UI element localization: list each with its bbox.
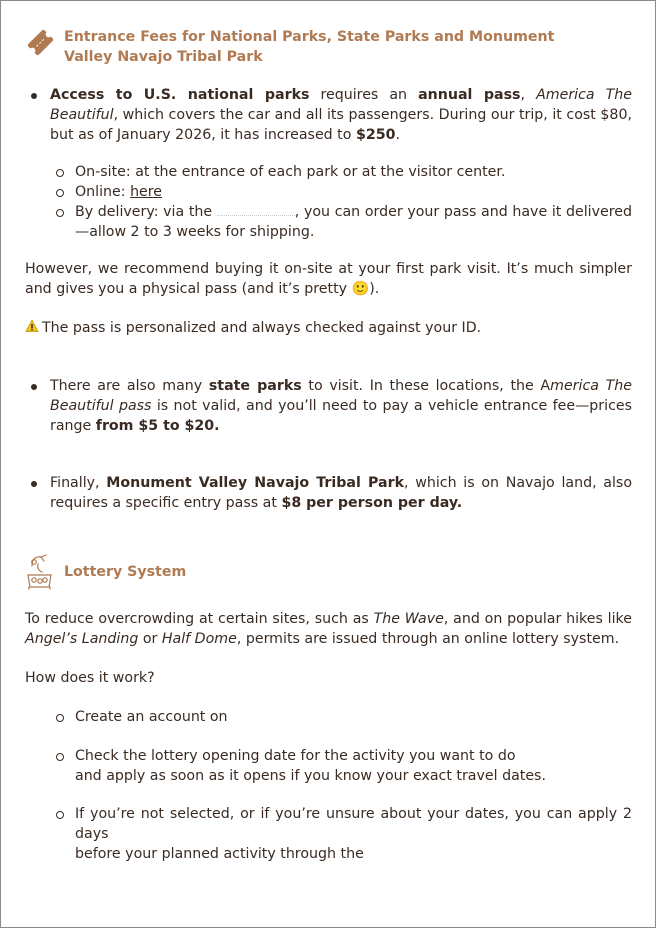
warning-icon <box>25 319 39 333</box>
text-run: or <box>138 631 162 647</box>
national-parks-bold: Access to U.S. national parks <box>50 87 310 103</box>
option-delivery-text: By delivery: via the <box>75 204 217 220</box>
warning-text: The pass is personalized and always checked against your ID. <box>42 320 482 336</box>
text-run: requires an <box>309 87 419 103</box>
text-run: ). <box>369 281 380 297</box>
online-here-link[interactable]: here <box>130 184 163 200</box>
option-onsite-text: On-site: at the entrance of each park or at the visitor center. <box>75 164 506 180</box>
national-parks-list <box>50 85 632 145</box>
monument-valley-list <box>50 473 632 513</box>
text-run: Finally, <box>50 475 107 491</box>
text-run: , permits are issued through an online lottery system. <box>236 631 620 647</box>
step-2-text-2: and apply as soon as it opens if you know your exact travel dates. <box>75 768 546 784</box>
delivery-store-link[interactable] <box>217 202 295 216</box>
state-price-range: from $5 to $20. <box>95 418 220 434</box>
state-parks-bold: state parks <box>208 378 302 394</box>
purchase-options-list <box>75 162 632 242</box>
fees-section-title <box>64 27 554 67</box>
recommendation-paragraph <box>25 259 632 299</box>
option-onsite <box>75 162 632 182</box>
step-3-text-2: before your planned activity through the <box>75 846 364 862</box>
lottery-steps-list-3 <box>75 804 632 864</box>
option-delivery <box>75 202 632 242</box>
step-daily-lottery <box>75 804 632 864</box>
monument-price: $8 per person per day. <box>281 495 463 511</box>
recreation-gov-link[interactable] <box>232 707 322 721</box>
text-run: , which covers the car and all its passengers. During our trip, it cost $80, but as of January 2026, it has increased to <box>50 107 632 143</box>
text-run: There are also many <box>50 378 209 394</box>
lottery-section-title: Lottery System <box>64 563 187 580</box>
step-3-text: If you’re not selected, or if you’re unsure about your dates, you can apply 2 days <box>75 806 632 842</box>
text-run: is not valid, and you’ll need to pay a vehicle entrance fee—prices range <box>50 398 632 434</box>
half-dome-italic: Half Dome <box>161 631 237 647</box>
step-2-text: Check the lottery opening date for the activity you want to do <box>75 748 516 764</box>
option-delivery-text-2: , you can order your pass and have it delivered—allow 2 to 3 weeks for shipping. <box>75 204 632 240</box>
step-check-date <box>75 746 632 786</box>
option-online <box>75 182 632 202</box>
monument-valley-bold: Monument Valley Navajo Tribal Park <box>106 475 405 491</box>
text-run: , <box>520 87 537 103</box>
state-parks-item <box>50 376 632 436</box>
lottery-intro-paragraph <box>25 609 632 649</box>
national-parks-item <box>50 85 632 145</box>
text-run: to visit. In these locations, the A <box>301 378 551 394</box>
step-1-text: Create an account on <box>75 709 233 725</box>
text-run: , which is on Navajo land, also requires a specific entry pass at <box>50 475 632 511</box>
america-beautiful-italic: America The Beautiful <box>50 87 633 123</box>
how-it-works-heading: How does it work? <box>25 670 155 686</box>
annual-pass-bold: annual pass <box>418 87 521 103</box>
price-250: $250 <box>355 127 396 143</box>
angels-landing-italic: Angel’s Landing <box>25 631 139 647</box>
state-parks-list <box>50 376 632 436</box>
step-create-account <box>75 707 632 727</box>
fees-title-line-2: Valley Navajo Tribal Park <box>64 49 263 65</box>
text-run: However, we recommend buying it on-site at your first park visit. It’s much simpler and gives you a physical pass (and it’s pretty <box>25 261 632 297</box>
text-run: To reduce overcrowding at certain sites, such as <box>25 611 374 627</box>
lottery-section-header <box>25 553 186 590</box>
warning-line <box>25 318 632 338</box>
lottery-steps-list-2 <box>75 746 632 786</box>
lottery-drum-icon <box>25 553 56 590</box>
monument-valley-item <box>50 473 632 513</box>
fees-section-header <box>25 27 554 67</box>
text-run: . <box>395 127 400 143</box>
lottery-steps-list <box>75 707 632 727</box>
the-wave-italic: The Wave <box>373 611 444 627</box>
america-beautiful-pass-italic: merica The Beautiful pass <box>50 378 632 414</box>
option-online-text: Online: <box>75 184 131 200</box>
smiley-icon: 🙂 <box>351 281 370 297</box>
fees-title-line-1: Entrance Fees for National Parks, State Parks and Monument <box>64 29 555 45</box>
text-run: , and on popular hikes like <box>443 611 632 627</box>
ticket-icon <box>25 27 56 58</box>
